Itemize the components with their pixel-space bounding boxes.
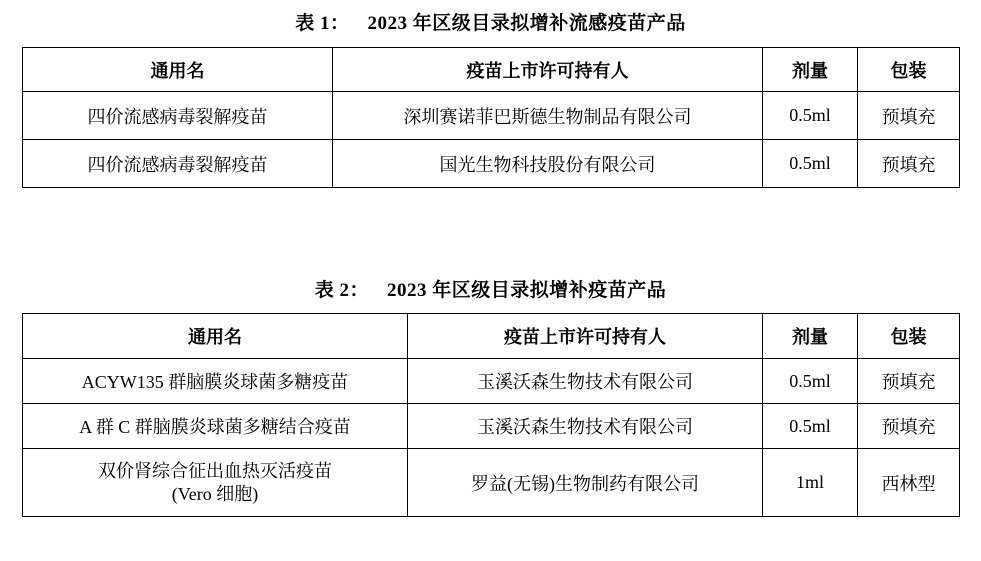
table-2-r1-c3: 预填充	[858, 404, 960, 449]
table-1-body	[23, 92, 960, 188]
table-2-r2-c3: 西林型	[858, 449, 960, 517]
table-2-header	[23, 314, 960, 359]
table-2-r0-c2: 0.5ml	[763, 359, 858, 404]
table-1-header-cell-3: 包装	[858, 48, 960, 92]
table-2	[22, 313, 960, 517]
table-1-r0-c2: 0.5ml	[763, 92, 858, 140]
table-1-r0-c3: 预填充	[858, 92, 960, 140]
table-row	[23, 404, 960, 449]
table-row	[23, 359, 960, 404]
table-1-r1-c3: 预填充	[858, 140, 960, 188]
table-1-header-cell-2: 剂量	[763, 48, 858, 92]
table-2-r2-c0: 双价肾综合征出血热灭活疫苗 (Vero 细胞)	[23, 449, 408, 517]
table-1-title-prefix: 表 1：	[295, 13, 350, 34]
table-1-r1-c1: 国光生物科技股份有限公司	[333, 140, 763, 188]
table-2-title-prefix: 表 2：	[314, 280, 369, 301]
table-1-r1-c0: 四价流感病毒裂解疫苗	[23, 140, 333, 188]
table-2-header-cell-1: 疫苗上市许可持有人	[408, 314, 763, 359]
table-2-header-cell-2: 剂量	[763, 314, 858, 359]
table-row	[23, 92, 960, 140]
table-1-header-cell-0: 通用名	[23, 48, 333, 92]
table-2-title	[0, 275, 981, 302]
table-1-r0-c0: 四价流感病毒裂解疫苗	[23, 92, 333, 140]
table-1-header	[23, 48, 960, 92]
table-2-r1-c1: 玉溪沃森生物技术有限公司	[408, 404, 763, 449]
table-2-r2-c1: 罗益(无锡)生物制药有限公司	[408, 449, 763, 517]
table-1-header-cell-1: 疫苗上市许可持有人	[333, 48, 763, 92]
table-1-title	[0, 8, 981, 35]
table-2-title-text: 2023 年区级目录拟增补疫苗产品	[387, 280, 667, 301]
table-2-container	[22, 313, 981, 517]
table-2-r0-c0: ACYW135 群脑膜炎球菌多糖疫苗	[23, 359, 408, 404]
table-1-container	[22, 47, 981, 188]
table-row	[23, 140, 960, 188]
table-2-header-cell-3: 包装	[858, 314, 960, 359]
table-row	[23, 48, 960, 92]
table-1-r1-c2: 0.5ml	[763, 140, 858, 188]
table-2-r1-c0: A 群 C 群脑膜炎球菌多糖结合疫苗	[23, 404, 408, 449]
table-2-r0-c3: 预填充	[858, 359, 960, 404]
table-2-r1-c2: 0.5ml	[763, 404, 858, 449]
table-2-body	[23, 359, 960, 517]
table-1-r0-c1: 深圳赛诺菲巴斯德生物制品有限公司	[333, 92, 763, 140]
table-1	[22, 47, 960, 188]
table-row	[23, 449, 960, 517]
table-2-r0-c1: 玉溪沃森生物技术有限公司	[408, 359, 763, 404]
table-row	[23, 314, 960, 359]
table-1-title-text: 2023 年区级目录拟增补流感疫苗产品	[367, 13, 686, 34]
table-2-r2-c2: 1ml	[763, 449, 858, 517]
table-2-header-cell-0: 通用名	[23, 314, 408, 359]
